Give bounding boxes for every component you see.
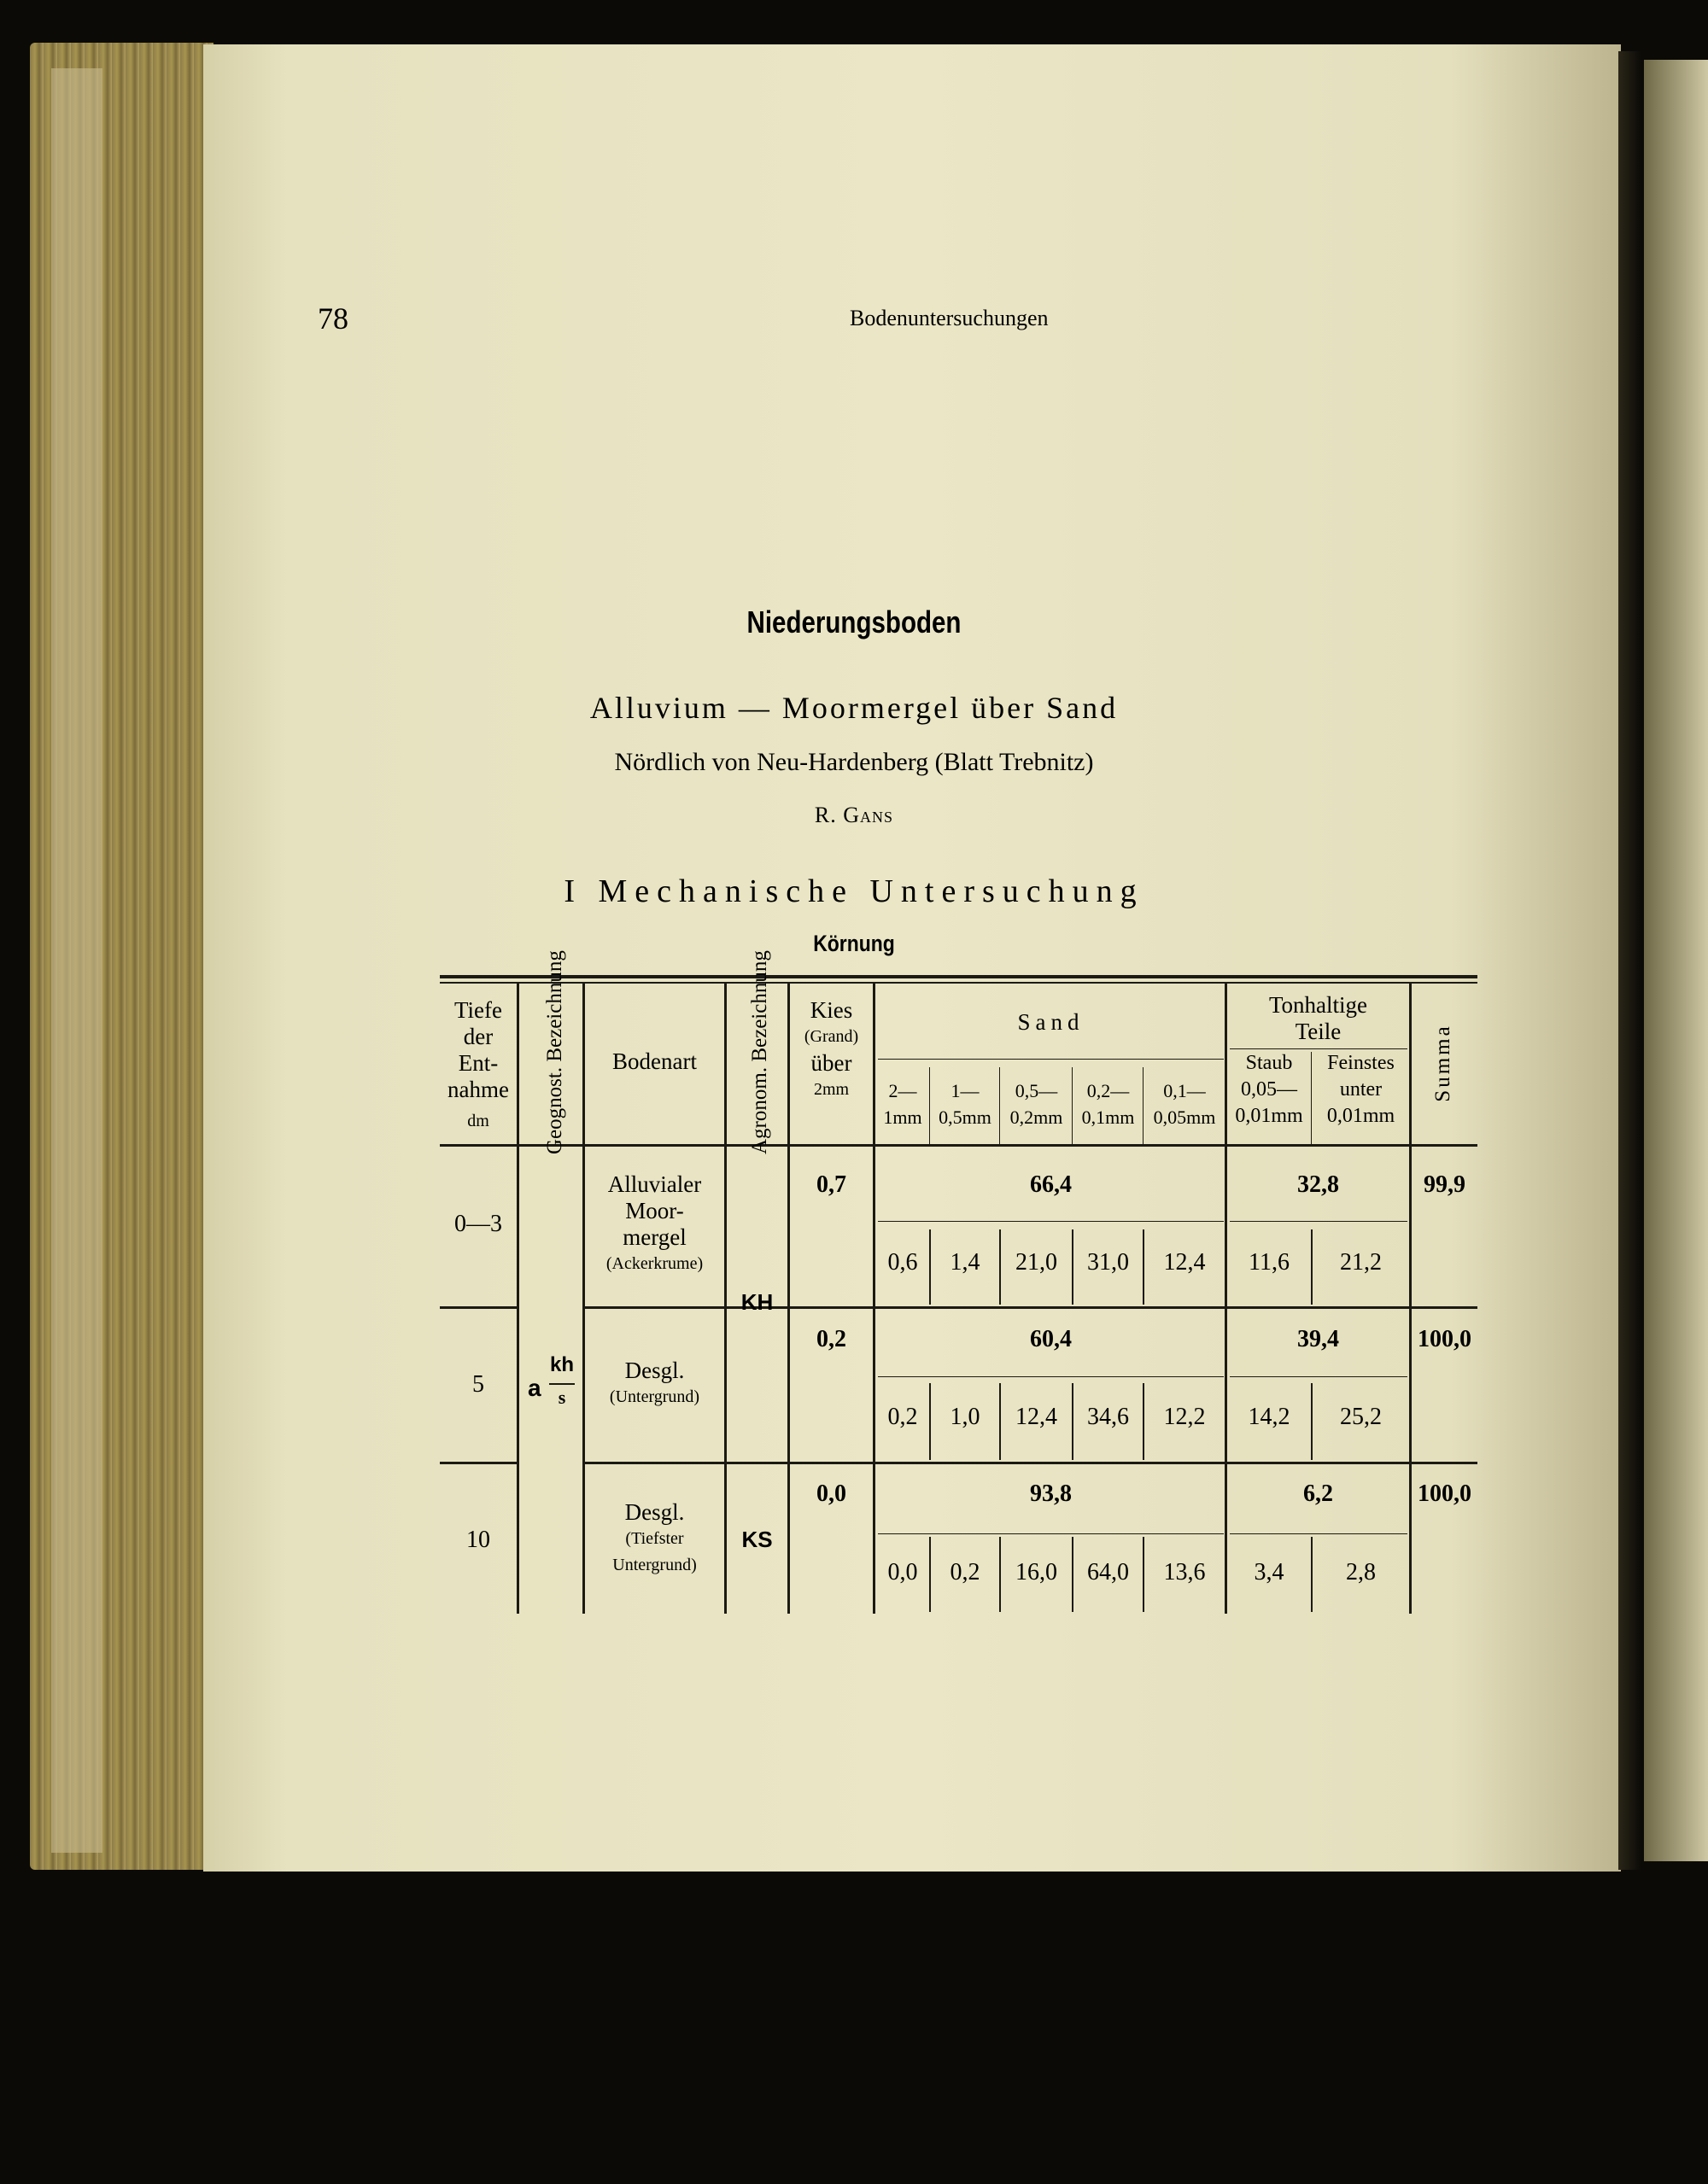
row-sand-value: 21,0	[1015, 1249, 1057, 1276]
ton-header-rule	[1230, 1048, 1407, 1049]
sand-subcol-rule	[1143, 1067, 1144, 1144]
col-rule	[1409, 984, 1412, 1614]
table-top-rule-thin	[440, 982, 1477, 984]
header-ton: Tonhaltige Teile	[1268, 992, 1368, 1044]
row-ton-value: 14,2	[1248, 1404, 1290, 1430]
row-sand-total: 60,4	[1030, 1326, 1072, 1352]
row-agronom: KS	[741, 1527, 773, 1552]
geognost-numerator: kh	[549, 1353, 574, 1376]
header-ton-col: Feinstes unter 0,01mm	[1326, 1052, 1395, 1127]
header-sand: Sand	[1017, 1009, 1085, 1035]
row2-ton-sub-rule	[1230, 1376, 1407, 1377]
header-summa: Summa	[1431, 1024, 1454, 1102]
row-ton-value: 2,8	[1346, 1559, 1376, 1585]
row-sand-total: 66,4	[1030, 1171, 1072, 1198]
row-sand-value: 0,2	[950, 1559, 980, 1585]
header-agronom: Agronom. Bezeichnung	[748, 950, 771, 1154]
ton-subcol-rule	[1311, 1052, 1312, 1144]
row2-sub-rule	[878, 1376, 1224, 1377]
geognost-fraction-bar	[549, 1383, 575, 1385]
header-ton-col: Staub 0,05— 0,01mm	[1235, 1052, 1303, 1127]
header-geognost: Geognost. Bezeichnung	[543, 950, 566, 1154]
page-title: Niederungsboden	[746, 604, 962, 639]
row-sand-value: 13,6	[1163, 1559, 1206, 1585]
row-kies: 0,0	[816, 1480, 846, 1507]
row-ton-value: 21,2	[1340, 1249, 1382, 1276]
book-page-edges-inner	[51, 68, 102, 1853]
sand-subcol-rule	[999, 1067, 1000, 1144]
row-depth: 5	[472, 1371, 484, 1398]
row-sand-value: 12,4	[1015, 1404, 1057, 1430]
location-line: Nördlich von Neu-Hardenberg (Blatt Trebnitz)	[614, 748, 1094, 776]
row1-ton-sub-rule	[1230, 1221, 1407, 1222]
row2-bottom-rule-a	[440, 1462, 518, 1464]
row2-bottom-rule-b	[585, 1462, 1477, 1464]
running-head: Bodenuntersuchungen	[850, 306, 1049, 330]
row-ton-total: 32,8	[1297, 1171, 1339, 1198]
row-depth: 0—3	[454, 1211, 502, 1237]
header-sand-col: 1— 0,5mm	[939, 1080, 991, 1128]
row-kies: 0,2	[816, 1326, 846, 1352]
row-kies: 0,7	[816, 1171, 846, 1198]
row-ton-value: 25,2	[1340, 1404, 1382, 1430]
page-number: 78	[318, 301, 348, 336]
subtitle: Alluvium — Moormergel über Sand	[589, 691, 1119, 725]
row-depth: 10	[466, 1527, 490, 1553]
header-kies: Kies (Grand) über 2mm	[804, 997, 859, 1099]
row1-bottom-rule-b	[585, 1306, 1477, 1309]
header-sand-col: 0,5— 0,2mm	[1009, 1080, 1063, 1128]
col-rule	[517, 984, 519, 1614]
next-page-edge	[1644, 60, 1708, 1861]
header-soil: Bodenart	[612, 1048, 697, 1074]
row1-sub-rule	[878, 1221, 1224, 1222]
geognost-prefix: a	[528, 1375, 541, 1401]
row-sand-value: 31,0	[1087, 1249, 1129, 1276]
row-sand-value: 0,0	[887, 1559, 918, 1585]
author: R. Gans	[814, 803, 894, 827]
row-sand-value: 34,6	[1087, 1404, 1129, 1430]
table-title: Körnung	[813, 931, 895, 956]
row-soil: Desgl. (Tiefster Untergrund)	[612, 1499, 697, 1574]
row-summa: 100,0	[1418, 1480, 1471, 1507]
row-ton-value: 11,6	[1249, 1249, 1290, 1276]
row-sand-value: 12,2	[1163, 1404, 1206, 1430]
row-sand-value: 0,6	[887, 1249, 918, 1276]
row-ton-total: 39,4	[1297, 1326, 1339, 1352]
sand-subcol-rule	[1072, 1067, 1073, 1144]
row-agronom: KH	[740, 1289, 774, 1315]
row-soil: Desgl. (Untergrund)	[609, 1358, 700, 1406]
section-title: I Mechanische Untersuchung	[564, 873, 1144, 909]
row-sand-value: 1,0	[950, 1404, 980, 1430]
row-sand-value: 16,0	[1015, 1559, 1057, 1585]
geognost-denominator: s	[558, 1387, 566, 1408]
sand-header-rule	[878, 1059, 1224, 1060]
row-sand-value: 1,4	[950, 1249, 980, 1276]
book-gutter	[1618, 51, 1642, 1870]
header-depth: Tiefe der Ent- nahme dm	[447, 997, 509, 1130]
row3-sub-rule	[878, 1533, 1224, 1534]
header-sand-col: 0,2— 0,1mm	[1081, 1080, 1135, 1128]
row-ton-total: 6,2	[1303, 1480, 1333, 1507]
row3-ton-sub-rule	[1230, 1533, 1407, 1534]
header-sand-col: 2— 1mm	[883, 1080, 922, 1128]
row-ton-value: 3,4	[1254, 1559, 1284, 1585]
row-sand-total: 93,8	[1030, 1480, 1072, 1507]
header-bottom-rule	[440, 1144, 1477, 1147]
row-sand-value: 0,2	[887, 1404, 918, 1430]
row-summa: 99,9	[1424, 1171, 1465, 1198]
col-rule	[873, 984, 875, 1614]
row1-bottom-rule-a	[440, 1306, 518, 1309]
table-top-rule	[440, 975, 1477, 978]
row-summa: 100,0	[1418, 1326, 1471, 1352]
sand-subcol-rule	[929, 1067, 930, 1144]
row-soil: Alluvialer Moor- mergel (Ackerkrume)	[605, 1171, 704, 1273]
row-sand-value: 12,4	[1163, 1249, 1206, 1276]
header-sand-col: 0,1— 0,05mm	[1153, 1080, 1216, 1128]
row-sand-value: 64,0	[1087, 1559, 1129, 1585]
